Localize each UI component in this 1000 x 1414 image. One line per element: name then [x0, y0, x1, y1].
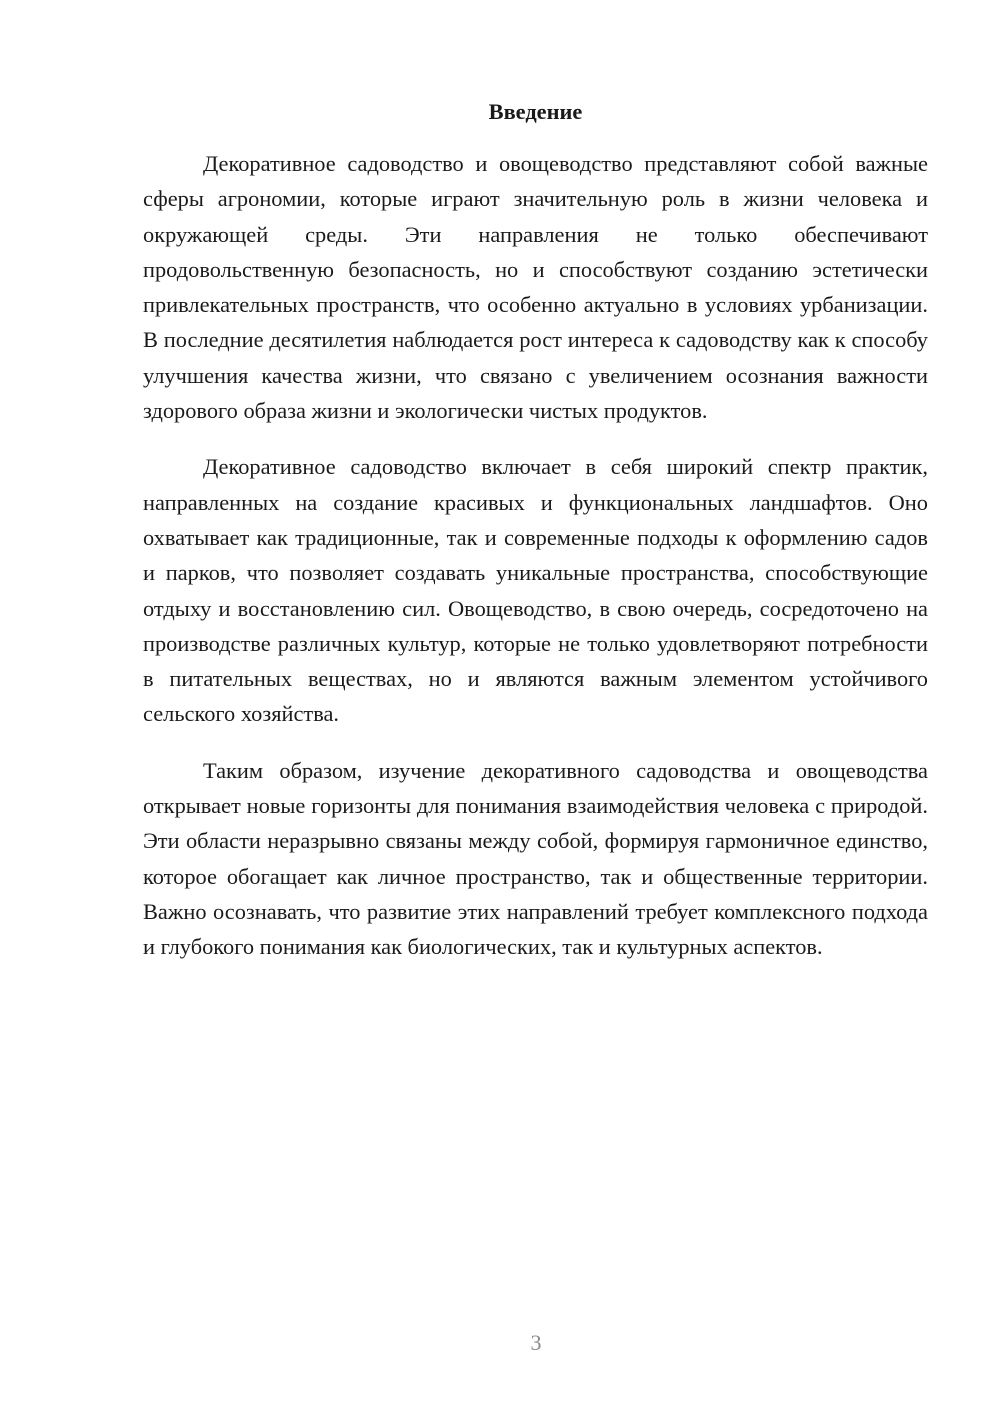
paragraph-3: Таким образом, изучение декоративного садоводства и овощеводства открывает новые горизонты для понимания взаимодействия человека с природой. Эти области неразрывно связаны между собой, формируя гармоничное единство, которое обогащает как личное пространство, так и общественные территории. Важно осознавать, что развитие этих направлений требует комплексного подхода и глубокого понимания как биологических, так и культурных аспектов. — [143, 757, 928, 960]
paragraph-1: Декоративное садоводство и овощеводство представляют собой важные сферы агрономии, которые играют значительную роль в жизни человека и окружающей среды. Эти направления не только обеспечивают продовольственную безопасность, но и способствуют созданию эстетически привлекательных пространств, что особенно актуально в условиях урбанизации. В последние десятилетия наблюдается рост интереса к садоводству как к способу улучшения качества жизни, что связано с увеличением осознания важности здорового образа жизни и экологически чистых продуктов. — [143, 151, 928, 424]
paragraph-2: Декоративное садоводство включает в себя широкий спектр практик, направленных на создание красивых и функциональных ландшафтов. Оно охватывает как традиционные, так и современные подходы к оформлению садов и парков, что позволяет создавать уникальные пространства, способствующие отдыху и восстановлению сил. Овощеводство, в свою очередь, сосредоточено на производстве различных культур, которые не только удовлетворяют потребности в питательных веществах, но и являются важным элементом устойчивого сельского хозяйства. — [143, 454, 928, 727]
section-heading: Введение — [488, 99, 583, 124]
page-content — [143, 94, 928, 986]
page-number: 3 — [530, 1330, 542, 1355]
